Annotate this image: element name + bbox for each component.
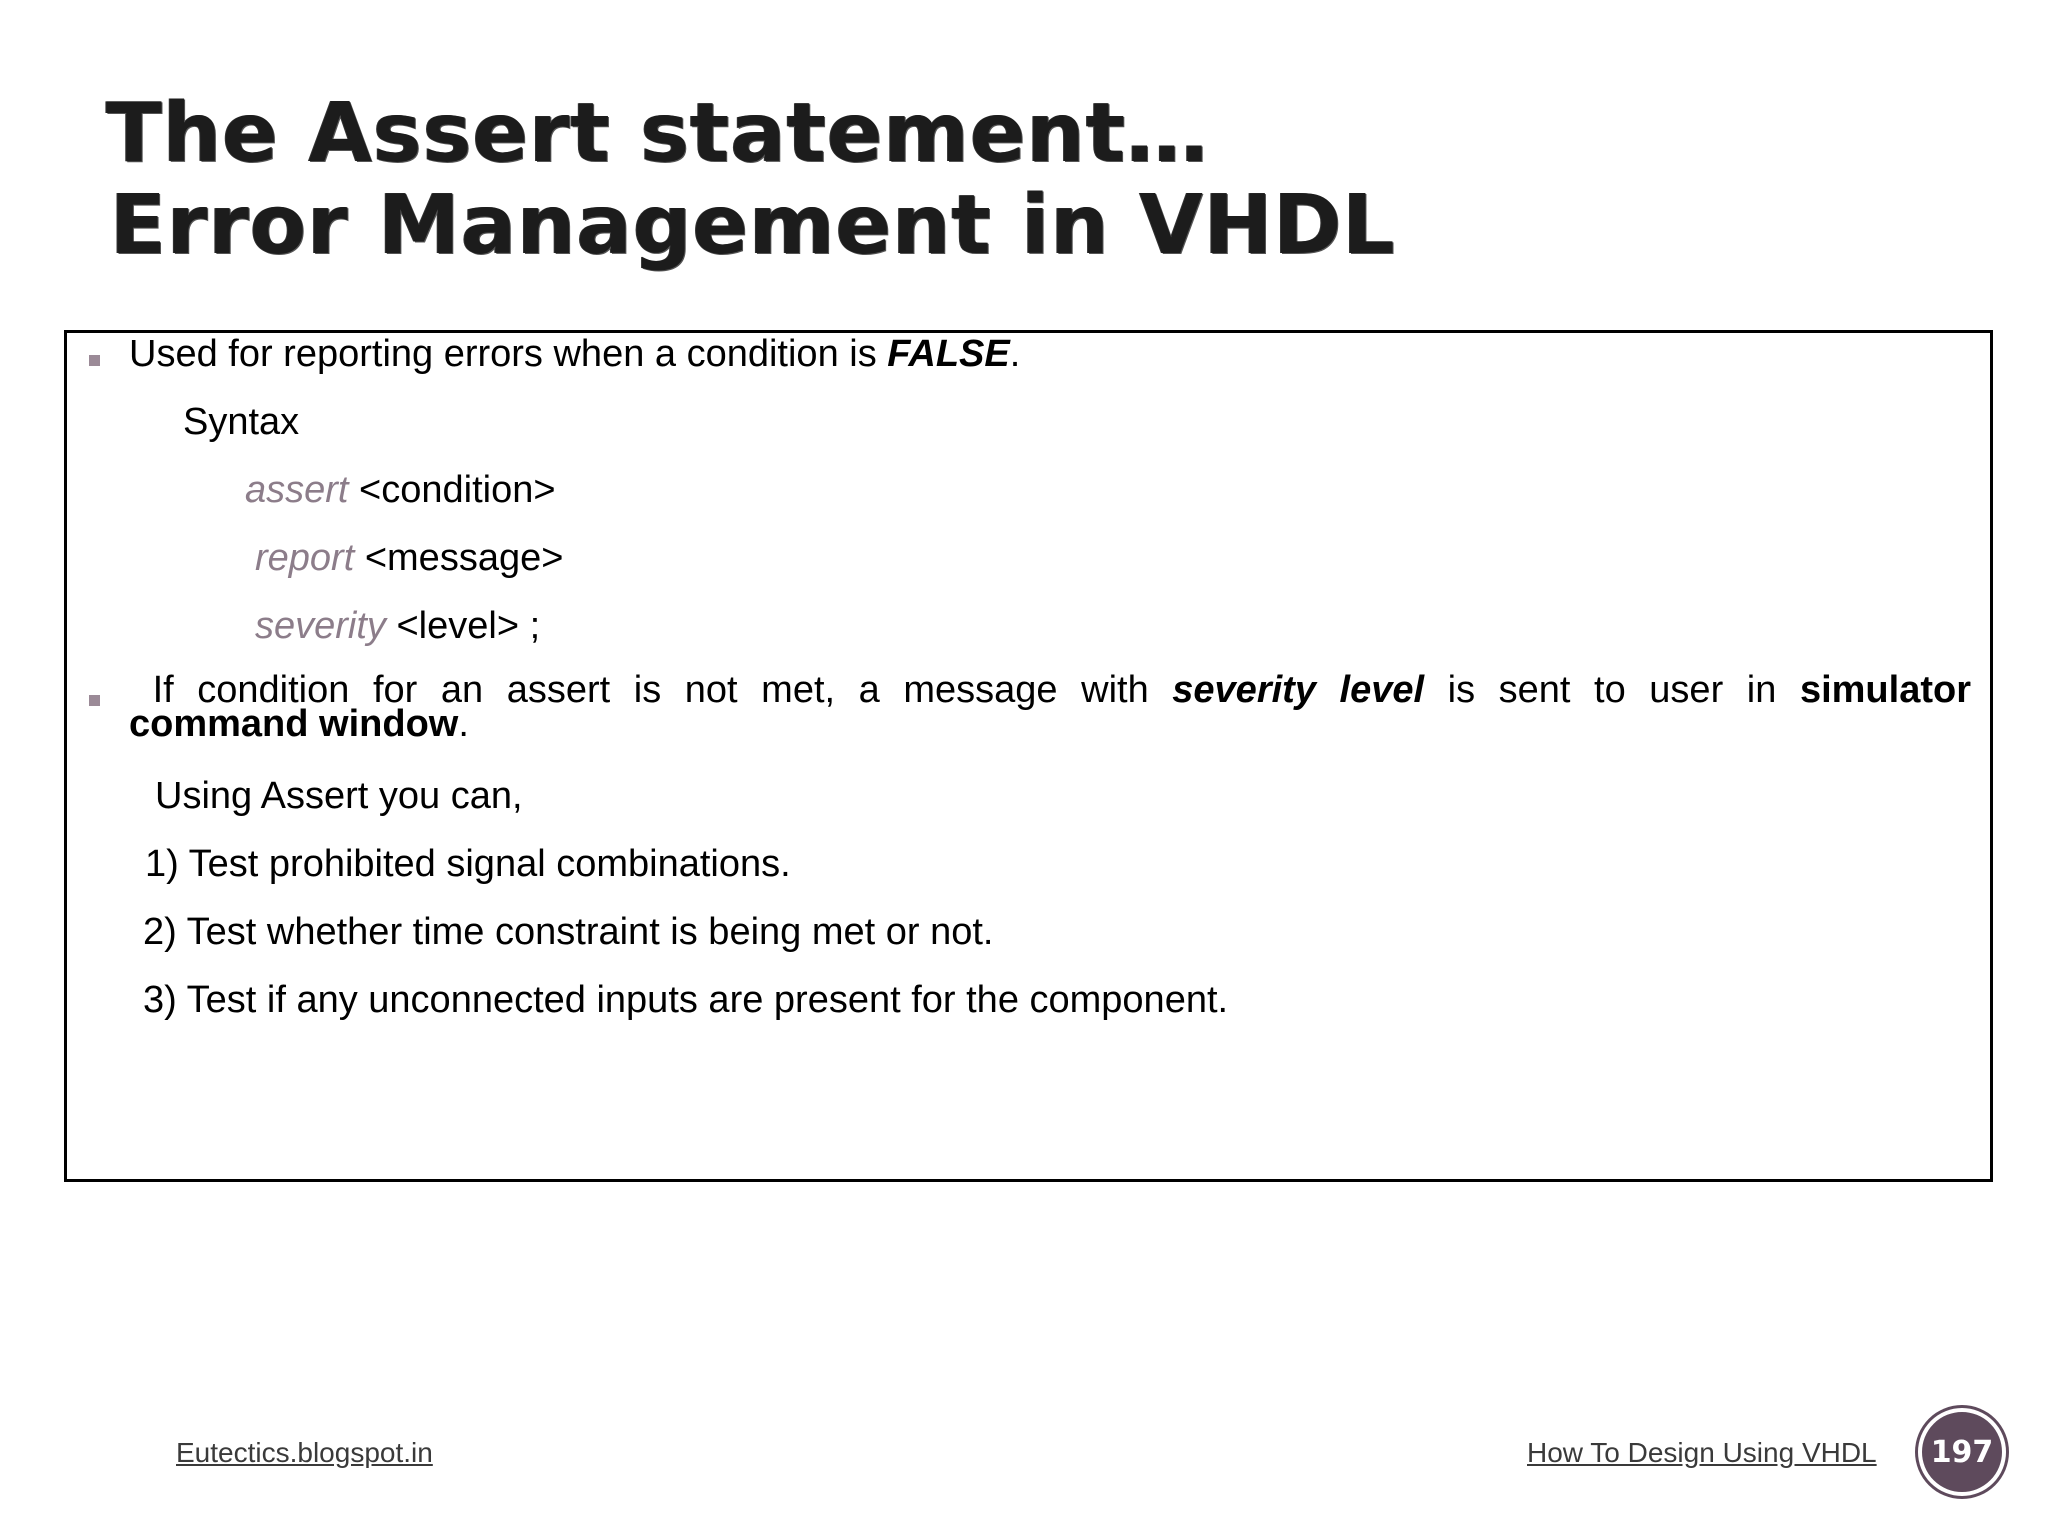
bullet-2-part-2: is sent to user in — [1424, 669, 1800, 711]
syntax-assert-rest: <condition> — [348, 469, 556, 511]
syntax-line-assert — [245, 469, 556, 511]
bullet-1-main: Used for reporting errors when a condition is — [129, 333, 888, 375]
bullet-2-line-1 — [129, 669, 1971, 711]
bullet-1-text — [129, 333, 1020, 375]
page-number: 197 — [1930, 1434, 1994, 1470]
bullet-2-emphasis-1: severity level — [1172, 669, 1425, 711]
keyword-assert: assert — [245, 469, 349, 511]
list-item-1: 1) Test prohibited signal combinations. — [145, 843, 791, 885]
bullet-2-emphasis-2a: simulator — [1799, 669, 1971, 711]
footer-link-course[interactable]: How To Design Using VHDL — [1527, 1437, 1877, 1468]
bullet-2-end: . — [458, 703, 469, 745]
bullet-marker-1 — [89, 355, 100, 366]
keyword-severity: severity — [255, 605, 386, 647]
slide-title — [106, 88, 1396, 272]
using-assert-label: Using Assert you can, — [155, 775, 523, 817]
syntax-line-severity — [255, 605, 540, 647]
page-number-badge — [1918, 1408, 2006, 1496]
bullet-1-end: . — [1009, 333, 1021, 375]
syntax-report-rest: <message> — [354, 537, 564, 579]
syntax-line-report — [255, 537, 563, 579]
keyword-report: report — [255, 537, 355, 579]
bullet-2-emphasis-2b: command window — [129, 703, 459, 745]
title-line-1: The Assert statement… — [106, 86, 1210, 181]
list-item-2: 2) Test whether time constraint is being met or not. — [143, 911, 994, 953]
title-line-2: Error Management in VHDL — [110, 178, 1396, 273]
bullet-2-line-2 — [129, 703, 469, 745]
bullet-2-part-1: If condition for an assert is not met, a message with — [152, 669, 1173, 711]
list-item-3: 3) Test if any unconnected inputs are present for the component. — [143, 979, 1229, 1021]
footer-link-blog[interactable]: Eutectics.blogspot.in — [176, 1437, 433, 1468]
bullet-2-text — [129, 669, 1971, 745]
content-box — [64, 330, 1993, 1182]
syntax-severity-rest: <level> ; — [385, 605, 541, 647]
bullet-marker-2 — [89, 695, 100, 706]
syntax-label: Syntax — [183, 401, 300, 443]
bullet-1-emphasis: FALSE — [887, 333, 1010, 375]
